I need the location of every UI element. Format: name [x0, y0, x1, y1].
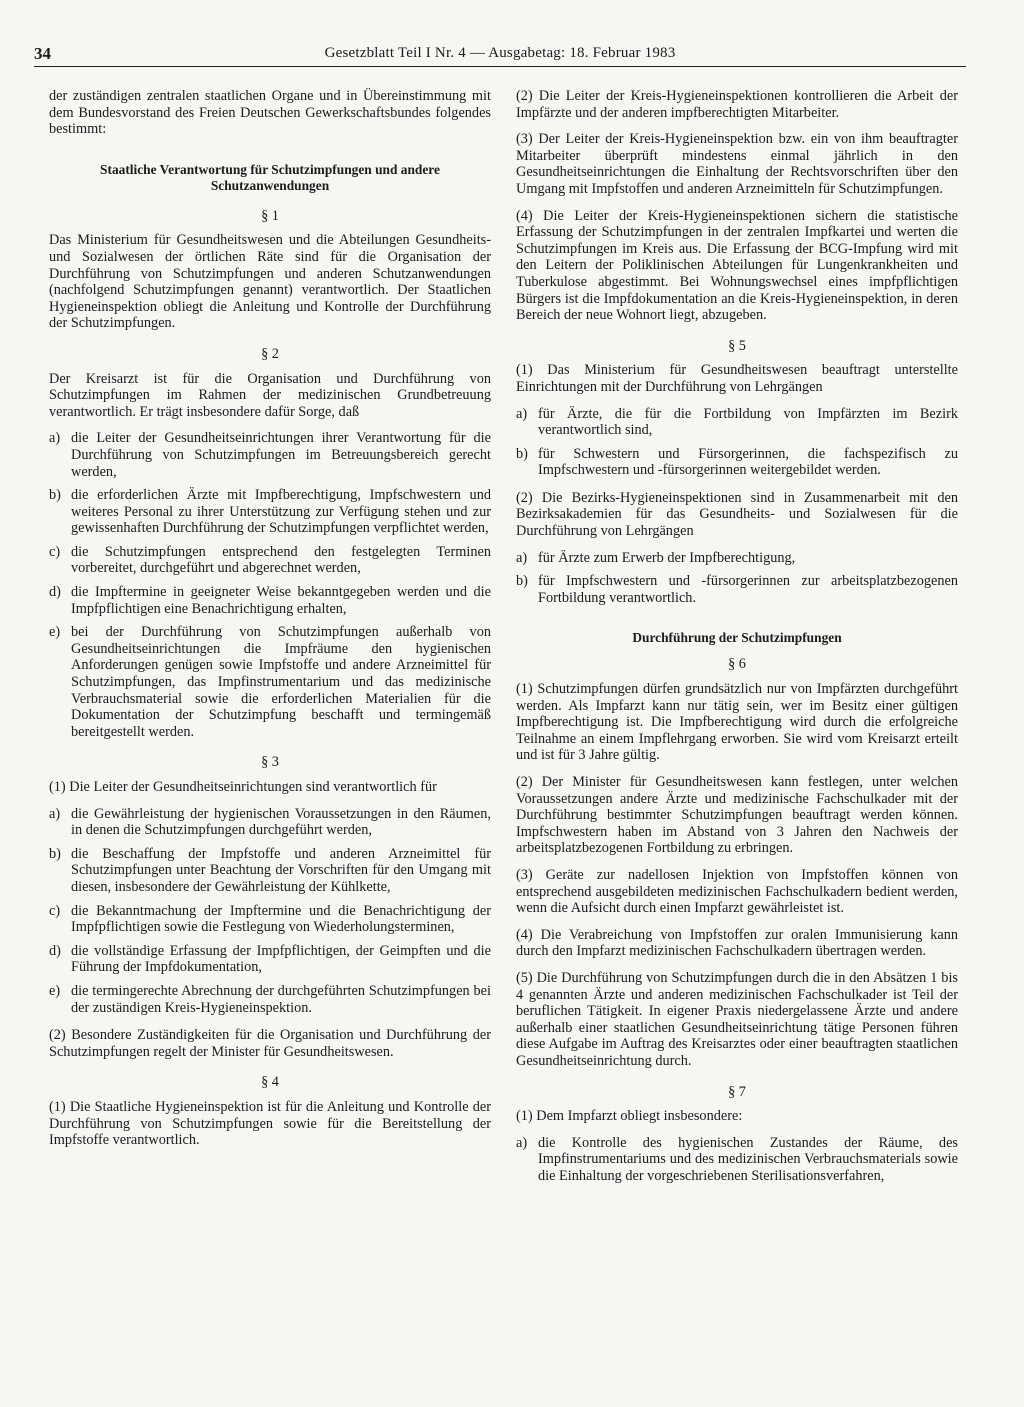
- list-item-text: die Beschaffung der Impfstoffe und anderen Arzneimittel für Schutzimpfungen unter Beachtung der Vorschriften für den Umgang mit diesen, insbesondere der Gewährleistung der Kühlkette,: [71, 845, 491, 895]
- list-item-text: die termingerechte Abrechnung der durchgeführten Schutzimpfungen bei der zuständigen Kreis-Hygieneinspektion.: [71, 982, 491, 1016]
- paragraph-text: (1) Dem Impfarzt obliegt insbesondere:: [516, 1108, 743, 1125]
- list-item: [516, 446, 958, 479]
- section-heading: Staatliche Verantwortung für Schutzimpfungen und andere Schutzanwendungen: [100, 161, 440, 193]
- list-item-label: a): [516, 405, 528, 422]
- paragraph-title: § 4: [261, 1074, 279, 1091]
- list-item-label: d): [49, 584, 61, 601]
- list-item-label: b): [516, 573, 528, 590]
- list-item: [49, 903, 491, 936]
- page-header: [34, 44, 966, 67]
- list-item-text: für Impfschwestern und -fürsorgerinnen zur arbeitsplatzbezogenen Fortbildung verantwortlich.: [538, 573, 958, 606]
- paragraph-title: § 6: [728, 656, 746, 673]
- list-item: [49, 983, 491, 1016]
- paragraph-text: (5) Die Durchführung von Schutzimpfungen durch die in den Absätzen 1 bis 4 genannten Ärzte und anderen medizinischen Fachschulkader ist Teil der beruflichen Tätigkeit. In eigener Praxis niedergelassene Ärzte und andere außerhalb einer staatlichen Gesundheitseinrichtung tätige Personen führen diese Aufgabe im Auftrag des Kreisarztes oder einer beauftragten staatlichen Gesundheitseinrichtung durch.: [516, 969, 958, 1069]
- page-number: 34: [34, 44, 51, 63]
- list-item-label: e): [49, 624, 61, 641]
- paragraph-text: (2) Besondere Zuständigkeiten für die Organisation und Durchführung der Schutzimpfungen regelt der Minister für Gesundheitswesen.: [49, 1027, 491, 1060]
- list-item-label: b): [49, 845, 61, 862]
- list-item-label: a): [516, 1134, 528, 1151]
- paragraph-title: § 3: [261, 754, 279, 771]
- list-item-label: a): [516, 549, 528, 566]
- paragraph-text: (1) Das Ministerium für Gesundheitswesen beauftragt unterstellte Einrichtungen mit der Durchführung von Lehrgängen: [516, 362, 958, 395]
- list-item-label: d): [49, 942, 61, 959]
- paragraph-text: (1) Die Leiter der Gesundheitseinrichtungen sind verantwortlich für: [49, 779, 437, 795]
- paragraph-text: Das Ministerium für Gesundheitswesen und die Abteilungen Gesundheits- und Sozialwesen der örtlichen Räte sind für die Organisation der Durchführung von Schutzimpfungen und anderen Schutzanwendungen (nachfolgend Schutzimpfungen genannt) verantwortlich. Der Staatlichen Hygieneinspektion obliegt die Anleitung und Kontrolle der Durchführung der Schutzimpfungen.: [49, 232, 491, 332]
- list-item-label: c): [49, 902, 61, 919]
- list-item-text: für Schwestern und Fürsorgerinnen, die fachspezifisch zu Impfschwestern und -fürsorgerinnen weitergebildet werden.: [538, 445, 958, 479]
- intro-paragraph: der zuständigen zentralen staatlichen Organe und in Übereinstimmung mit dem Bundesvorstand des Freien Deutschen Gewerkschaftsbundes folgendes bestimmt:: [49, 88, 491, 138]
- list-item: [49, 487, 491, 537]
- list-item-text: die Leiter der Gesundheitseinrichtungen ihrer Verantwortung für die Durchführung von Schutzimpfungen im Betreuungsbereich gerecht werden,: [71, 430, 491, 480]
- paragraph-text: (2) Die Bezirks-Hygieneinspektionen sind in Zusammenarbeit mit den Bezirksakademien für das Gesundheits- und Sozialwesen für die Durchführung von Lehrgängen: [516, 489, 958, 540]
- list-item-text: die Impftermine in geeigneter Weise bekanntgegeben werden und die Impfpflichtigen eine Benachrichtigung erhalten,: [71, 584, 491, 617]
- paragraph-text: (4) Die Verabreichung von Impfstoffen zur oralen Immunisierung kann durch den Impfarzt medizinischen Fachschulkadern übertragen werden.: [516, 926, 958, 960]
- list-item-label: e): [49, 982, 61, 999]
- list-item-text: die Gewährleistung der hygienischen Voraussetzungen in den Räumen, in denen die Schutzimpfungen durchgeführt werden,: [71, 805, 491, 839]
- list-item-text: für Ärzte, die für die Fortbildung von Impfärzten im Bezirk verantwortlich sind,: [538, 405, 958, 439]
- list-item-text: für Ärzte zum Erwerb der Impfberechtigung,: [538, 549, 796, 566]
- paragraph-text: (2) Die Leiter der Kreis-Hygieneinspektionen kontrollieren die Arbeit der Impfärzte und der anderen impfberechtigten Mitarbeiter.: [516, 88, 958, 121]
- list-item-text: die Bekanntmachung der Impftermine und die Benachrichtigung der Impfpflichtigen sowie die Festlegung von Wiederholungsterminen,: [71, 902, 491, 936]
- list-item: [49, 846, 491, 896]
- list-item-text: bei der Durchführung von Schutzimpfungen außerhalb von Gesundheitseinrichtungen die Impfräume den hygienischen Anforderungen genügen sowie Impfstoffe und andere Arzneimittel für Schutzimpfungen, das Impfinstrumentarium und das medizinische Verbrauchsmaterial sowie die erforderlichen Materialien für die Dokumentation der Schutzimpfung beschafft und termingemäß bereitgestellt werden.: [71, 624, 491, 740]
- list-item-text: die Schutzimpfungen entsprechend den festgelegten Terminen vorbereitet, durchgeführt und abgerechnet werden,: [71, 543, 491, 577]
- paragraph-text: (3) Der Leiter der Kreis-Hygieneinspektion bzw. ein von ihm beauftragter Mitarbeiter überprüft mindestens einmal jährlich in den Gesundheitseinrichtungen die Einhaltung der Rechtsvorschriften über den Umgang mit Impfstoffen und anderen Arzneimitteln für Schutzimpfungen.: [516, 131, 958, 197]
- paragraph-title: § 5: [728, 337, 746, 354]
- paragraph-text: (1) Schutzimpfungen dürfen grundsätzlich nur von Impfärzten durchgeführt werden. Als Impfarzt kann nur tätig sein, wer im Besitz einer gültigen Impfberechtigung ist. Die Impfberechtigung wird durch die erfolgreiche Teilnahme an einem Impflehrgang erworben. Sie wird vom Kreisarzt erteilt und ist für 3 Jahre gültig.: [516, 681, 958, 764]
- list-item: [49, 430, 491, 480]
- list-item-text: die Kontrolle des hygienischen Zustandes der Räume, des Impfinstrumentariums und des medizinischen Verbrauchsmaterials sowie die Einhaltung der vorgeschriebenen Sterilisationsverfahren,: [538, 1134, 958, 1184]
- list-item-label: a): [49, 430, 61, 447]
- list-item: [516, 406, 958, 439]
- list-item-label: b): [49, 487, 61, 504]
- list-item: [516, 1135, 958, 1185]
- header-title: Gesetzblatt Teil I Nr. 4 — Ausgabetag: 18. Februar 1983: [324, 45, 676, 61]
- list-item-label: c): [49, 543, 61, 560]
- paragraph-title: § 2: [261, 345, 279, 362]
- paragraph-text: Der Kreisarzt ist für die Organisation und Durchführung von Schutzimpfungen im Rahmen der medizinischen Grundbetreuung verantwortlich. Er trägt insbesondere dafür Sorge, daß: [49, 370, 491, 420]
- list-item-label: a): [49, 805, 61, 822]
- list-item: [49, 806, 491, 839]
- paragraph-text: (2) Der Minister für Gesundheitswesen kann festlegen, unter welchen Voraussetzungen andere Ärzte und medizinische Fachschulkader mit der Durchführung bestimmter Schutzimpfungen beauftragt werden können. Impfschwestern haben im Abstand von 3 Jahren den Nachweis der arbeitsplatzbezogenen Fortbildung zu erbringen.: [516, 774, 958, 857]
- paragraph-text: (4) Die Leiter der Kreis-Hygieneinspektionen sichern die statistische Erfassung der Schutzimpfungen in der zentralen Impfkartei und werten die Schutzimpfungen im Kreis aus. Die Erfassung der BCG-Impfung wird mit den Leitern der Poliklinischen Abteilungen für Lungenkrankheiten und Tuberkulose abgestimmt. Bei Wohnungswechsel eines impfpflichtigen Bürgers ist die Impfdokumentation an die Kreis-Hygieneinspektion, in deren Bereich der neue Wohnort liegt, abzugeben.: [516, 207, 958, 324]
- list-item: [516, 550, 958, 567]
- paragraph-title: § 7: [728, 1083, 746, 1100]
- list-item: [49, 584, 491, 617]
- right-column: [516, 88, 958, 1191]
- list-item: [516, 573, 958, 606]
- paragraph-text: (3) Geräte zur nadellosen Injektion von Impfstoffen können von entsprechend ausgebildeten medizinischen Fachschulkadern bedient werden, wenn die Aufsicht durch einen Impfarzt gewährleistet ist.: [516, 866, 958, 917]
- section-heading: Durchführung der Schutzimpfungen: [632, 630, 842, 646]
- list-item: [49, 624, 491, 740]
- list-item-text: die erforderlichen Ärzte mit Impfberechtigung, Impfschwestern und weiteres Personal zu ihrer Unterstützung zur Verfügung stehen und zur gewissenhaften Durchführung der Schutzimpfungen verpflichtet werden,: [71, 487, 491, 537]
- paragraph-title: § 1: [261, 207, 279, 224]
- list-item-text: die vollständige Erfassung der Impfpflichtigen, der Geimpften und die Führung der Impfdokumentation,: [71, 942, 491, 976]
- list-item: [49, 544, 491, 577]
- paragraph-text: (1) Die Staatliche Hygieneinspektion ist für die Anleitung und Kontrolle der Durchführung von Schutzimpfungen sowie für die Bereitstellung der Impfstoffe verantwortlich.: [49, 1098, 491, 1149]
- list-item-label: b): [516, 445, 528, 462]
- left-column: [49, 88, 491, 1159]
- list-item: [49, 943, 491, 976]
